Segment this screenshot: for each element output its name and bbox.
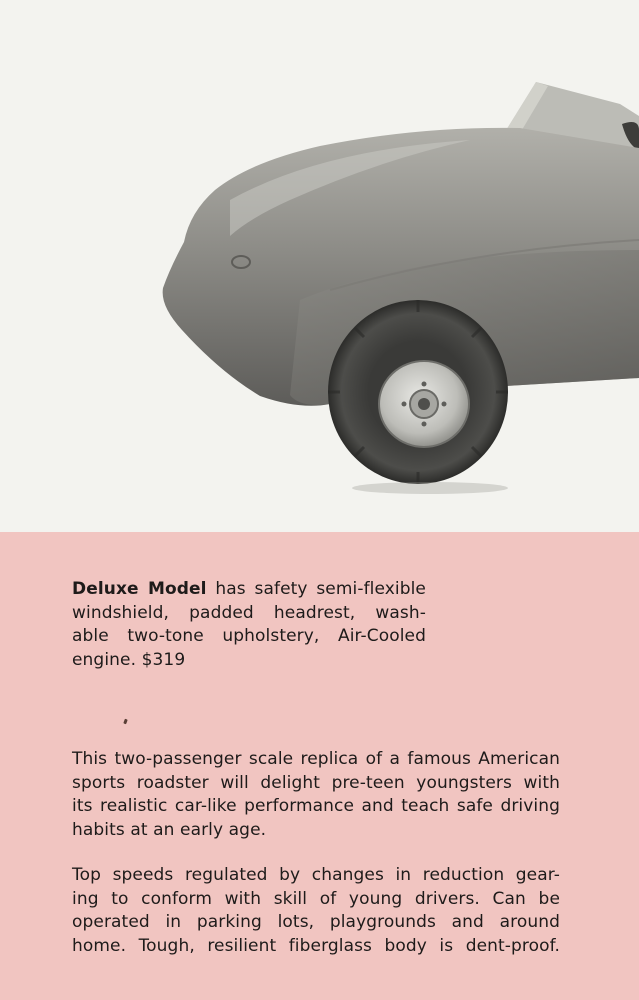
- speeds-line-4: home. Tough, resilient fiberglass body is dent-proof.: [72, 935, 560, 956]
- speeds-line-3: operated in parking lots, playgrounds and around: [72, 912, 560, 932]
- deluxe-line-1: [72, 578, 426, 602]
- intro-line-2: sports roadster will delight pre-teen youngsters with: [72, 772, 560, 793]
- speeds-paragraph: [72, 864, 560, 958]
- deluxe-line-1-text: has safety semi-flexible: [206, 579, 426, 599]
- deluxe-line-3: able two-tone upholstery, Air-Cooled: [72, 626, 426, 646]
- intro-line-3: its realistic car-like performance and teach safe driving: [72, 796, 560, 816]
- deluxe-line-2: windshield, padded headrest, wash-: [72, 602, 426, 623]
- speeds-line-2: ing to conform with skill of young drivers. Can be: [72, 888, 560, 909]
- intro-line-4: habits at an early age.: [72, 819, 267, 840]
- intro-line-1: This two-passenger scale replica of a famous American: [72, 749, 560, 769]
- deluxe-model-description: [72, 578, 426, 672]
- deluxe-line-4: engine. $319: [72, 649, 186, 670]
- intro-paragraph: [72, 748, 560, 842]
- model-name: Deluxe Model: [72, 579, 207, 599]
- speeds-line-1: Top speeds regulated by changes in reduction gear-: [72, 865, 560, 885]
